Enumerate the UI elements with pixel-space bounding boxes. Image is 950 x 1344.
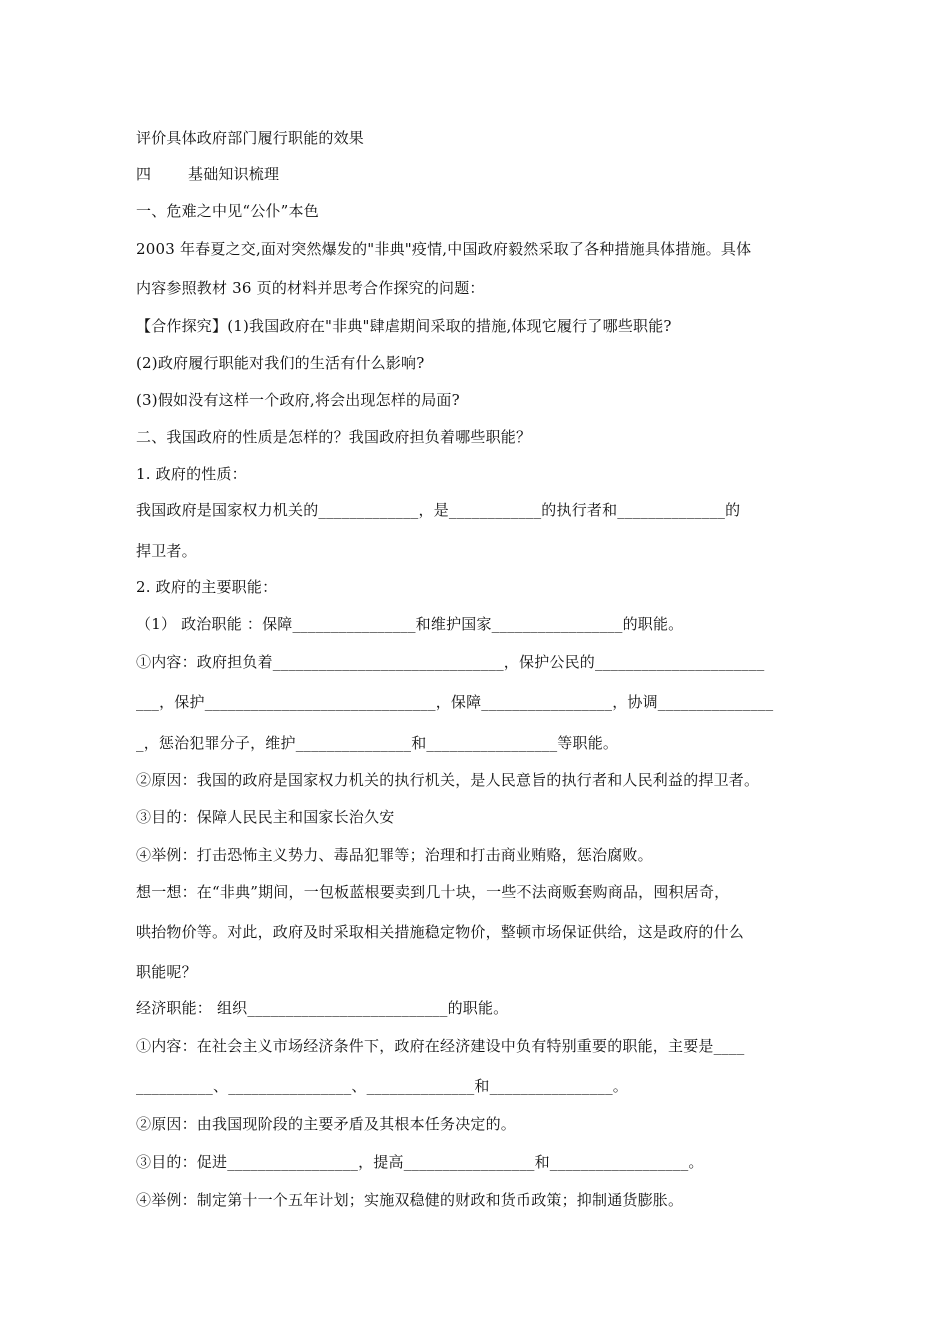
economic-reason: ②原因：由我国现阶段的主要矛盾及其根本任务决定的。 [136, 1115, 517, 1133]
subsection-two-heading: 二、我国政府的性质是怎样的？我国政府担负着哪些职能？ [136, 428, 532, 446]
paragraph-line: 内容参照教材 36 页的材料并思考合作探究的问题： [136, 279, 485, 297]
paragraph-line: 2003 年春夏之交,面对突然爆发的"非典"疫情,中国政府毅然采取了各种措施具体措施。具体 [136, 240, 752, 258]
doc-line-evaluate: 评价具体政府部门履行职能的效果 [136, 129, 365, 147]
political-reason: ②原因：我国的政府是国家权力机关的执行机关，是人民意旨的执行者和人民利益的捍卫者。 [136, 771, 760, 789]
question-3: (3)假如没有这样一个政府,将会出现怎样的局面? [136, 391, 460, 409]
think-question: 职能呢？ [136, 963, 197, 981]
political-example: ④举例：打击恐怖主义势力、毒品犯罪等；治理和打击商业贿赂，惩治腐败。 [136, 846, 653, 864]
section-four-heading [136, 164, 836, 184]
fill-blank-line: 捍卫者。 [136, 542, 197, 560]
fill-blank-line: _，惩治犯罪分子，维护_______________和_________________等职能。 [136, 734, 619, 752]
fill-blank-line: ①内容：在社会主义市场经济条件下，政府在经济建设中负有特别重要的职能，主要是____ [136, 1037, 745, 1055]
think-question: 想一想：在“非典”期间，一包板蓝根要卖到几十块，一些不法商贩套购商品，囤积居奇， [136, 883, 730, 901]
political-purpose: ③目的：保障人民民主和国家长治久安 [136, 808, 395, 826]
item-government-nature: 1. 政府的性质： [136, 465, 247, 483]
cooperative-inquiry-question: 【合作探究】(1)我国政府在"非典"肆虐期间采取的措施,体现它履行了哪些职能? [136, 317, 672, 335]
question-2: (2)政府履行职能对我们的生活有什么影响? [136, 354, 425, 372]
section-number: 四 [136, 165, 152, 183]
think-question: 哄抬物价等。对此，政府及时采取相关措施稳定物价，整顿市场保证供给，这是政府的什么 [136, 923, 745, 941]
section-title: 基础知识梳理 [188, 165, 280, 183]
fill-blank-line: __________、________________、______________和________________。 [136, 1077, 629, 1095]
economic-purpose: ③目的：促进_________________，提高_________________和__________________。 [136, 1153, 704, 1171]
economic-function: 经济职能： 组织__________________________的职能。 [136, 999, 509, 1017]
fill-blank-line: 我国政府是国家权力机关的_____________，是____________的执行者和______________的 [136, 501, 741, 519]
political-function: （1） 政治职能 ：保障________________和维护国家_________________的职能。 [136, 615, 684, 633]
economic-example: ④举例：制定第十一个五年计划；实施双稳健的财政和货币政策；抑制通货膨胀。 [136, 1191, 684, 1209]
fill-blank-line: ___，保护______________________________，保障_________________，协调_______________ [136, 693, 774, 711]
item-main-functions: 2. 政府的主要职能： [136, 578, 278, 596]
subsection-one-heading: 一、危难之中见“公仆”本色 [136, 202, 319, 220]
fill-blank-line: ①内容：政府担负着______________________________，保护公民的______________________ [136, 653, 765, 671]
